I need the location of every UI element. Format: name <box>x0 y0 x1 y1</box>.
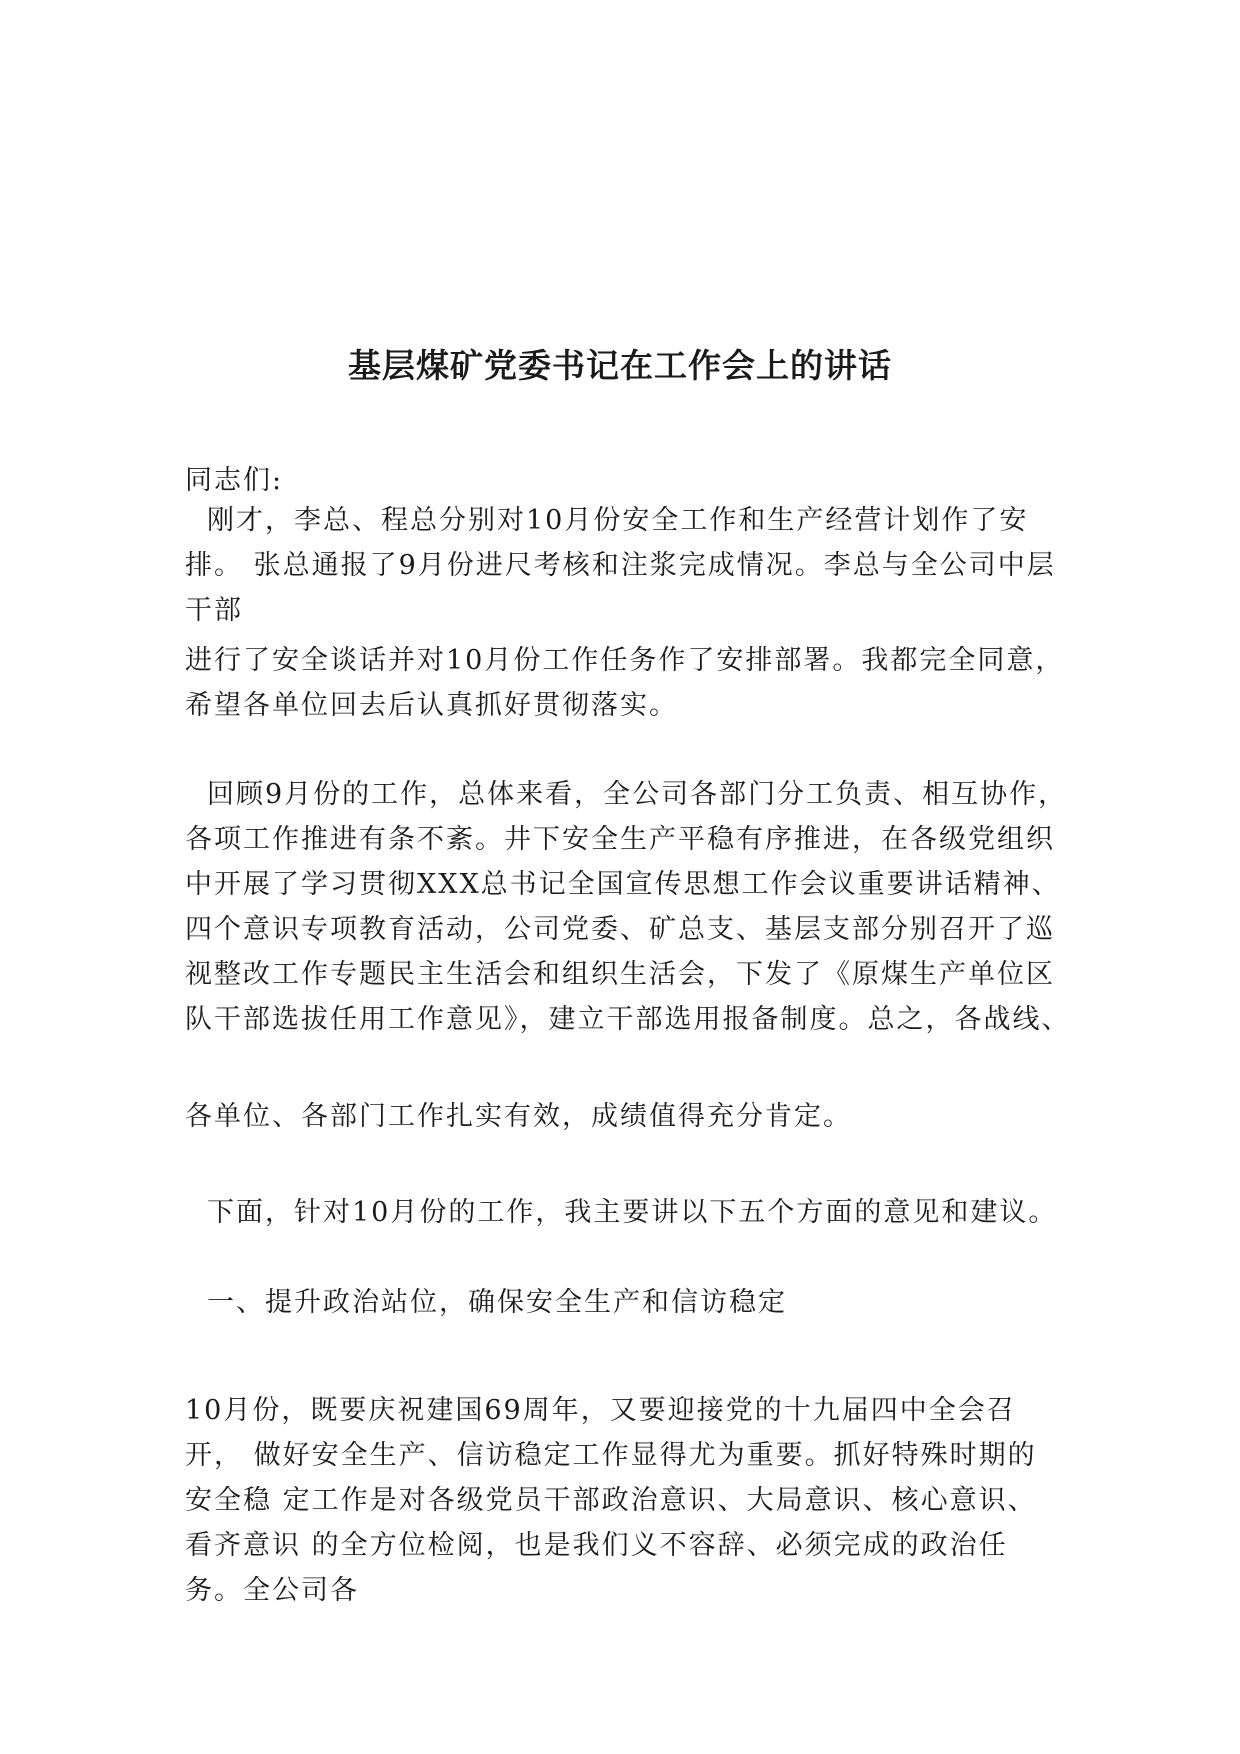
paragraph-5 <box>185 1388 1105 1613</box>
paragraph-line: 干部 <box>185 595 243 626</box>
paragraph-line: 排。 张总通报了9月份进尺考核和注浆完成情况。李总与全公司中层 <box>185 550 1056 581</box>
paragraph-3 <box>185 772 1105 1042</box>
paragraph-line: 进行了安全谈话并对10月份工作任务作了安排部署。我都完全同意， <box>185 645 1065 676</box>
paragraph-line: 开， 做好安全生产、信访稳定工作显得尤为重要。抓好特殊时期的 <box>185 1440 1037 1471</box>
paragraph-line: 各项工作推进有条不紊。井下安全生产平稳有序推进，在各级党组织 <box>185 824 1055 855</box>
paragraph-line: 队干部选拔任用工作意见》，建立干部选用报备制度。总之，各战线、 <box>185 1004 1071 1035</box>
paragraph-line: 安全稳 定工作是对各级党员干部政治意识、大局意识、核心意识、 <box>185 1485 1037 1516</box>
paragraph-line: 下面，针对10月份的工作，我主要讲以下五个方面的意见和建议。 <box>207 1197 1058 1228</box>
paragraph-line: 各单位、各部门工作扎实有效，成绩值得充分肯定。 <box>185 1101 852 1132</box>
paragraph-line: 看齐意识 的全方位检阅，也是我们义不容辞、必须完成的政治任 <box>185 1530 1008 1561</box>
paragraph-2 <box>185 638 1105 728</box>
paragraph-4 <box>185 1190 1105 1235</box>
paragraph-line: 视整改工作专题民主生活会和组织生活会，下发了《原煤生产单位区 <box>185 959 1055 990</box>
paragraph-line: 回顾9月份的工作，总体来看，全公司各部门分工负责、相互协作， <box>207 779 1068 810</box>
paragraph-line: 务。全公司各 <box>185 1575 359 1606</box>
salutation <box>185 458 1105 503</box>
paragraph-line: 四个意识专项教育活动，公司党委、矿总支、基层支部分别召开了巡 <box>185 914 1055 945</box>
salutation-text: 同志们: <box>185 465 284 496</box>
paragraph-line: 10月份，既要庆祝建国69周年，又要迎接党的十九届四中全会召 <box>185 1395 1016 1426</box>
section-heading-1 <box>185 1280 1105 1325</box>
paragraph-3-closing <box>185 1094 1105 1139</box>
paragraph-1 <box>185 498 1105 633</box>
paragraph-line: 希望各单位回去后认真抓好贯彻落实。 <box>185 690 678 721</box>
section-heading-text: 一、提升政治站位，确保安全生产和信访稳定 <box>207 1287 787 1318</box>
document-title: 基层煤矿党委书记在工作会上的讲话 <box>348 346 892 385</box>
paragraph-line: 中开展了学习贯彻XXX总书记全国宣传思想工作会议重要讲话精神、 <box>185 869 1061 900</box>
paragraph-line: 刚才，李总、程总分别对10月份安全工作和生产经营计划作了安 <box>207 505 1029 536</box>
